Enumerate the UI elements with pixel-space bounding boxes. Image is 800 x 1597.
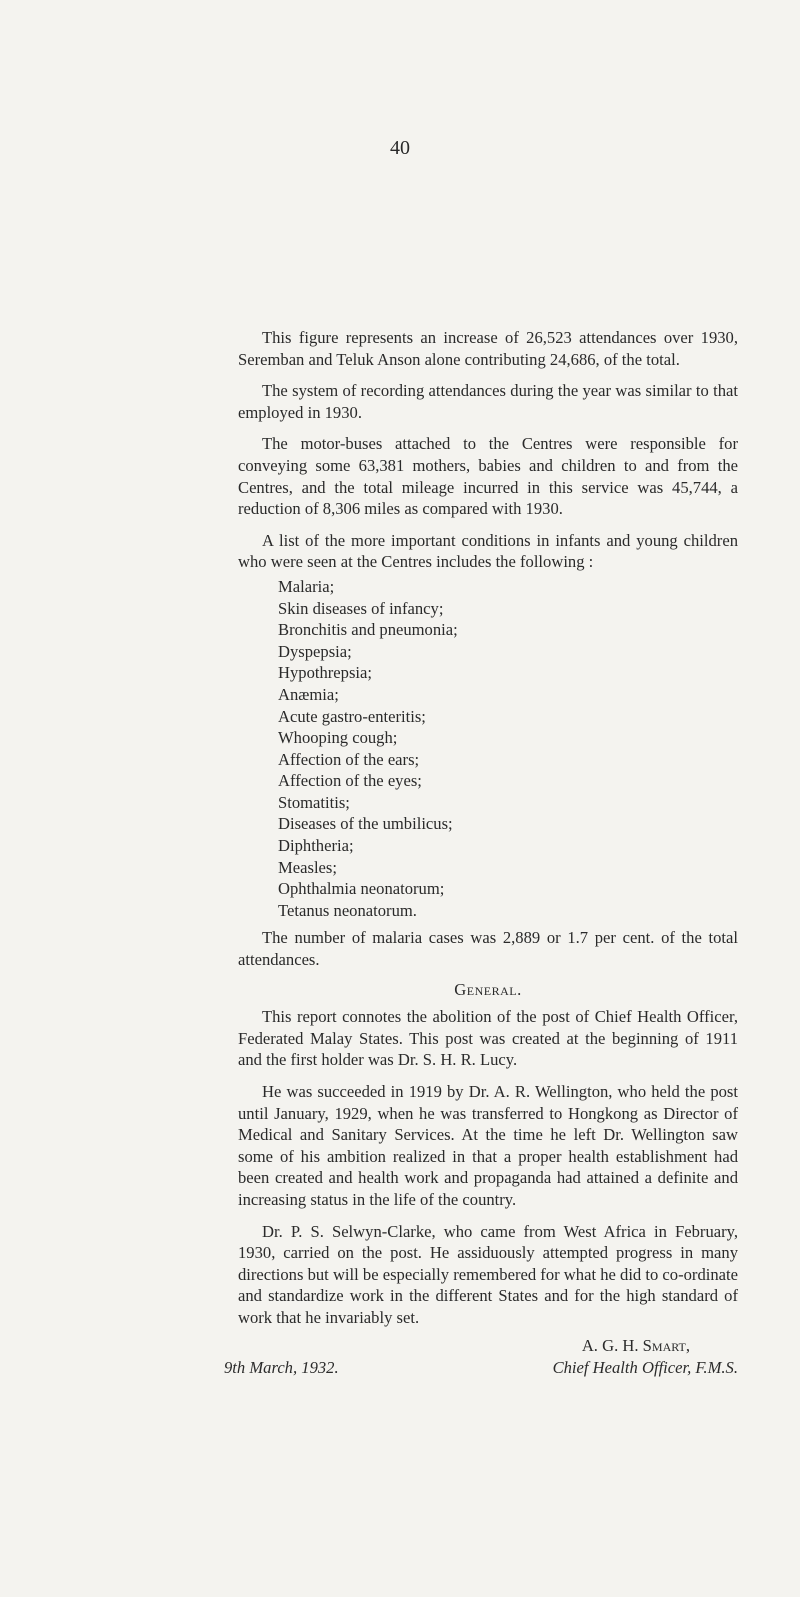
paragraph-selwyn-clarke: Dr. P. S. Selwyn-Clarke, who came from West Africa in February, 1930, carried on the post. He assiduously attempted progress in many directions but will be especially remembered for what he did to co-ordinate and standardize work in the different States and for the high standard of work that he invariably set. [238, 1221, 738, 1327]
list-item: Ophthalmia neonatorum; [278, 879, 445, 899]
paragraph-attendance-increase: This figure represents an increase of 26,523 attendances over 1930, Seremban and Teluk Anson alone contributing 24,686, of the total. [238, 328, 738, 369]
list-item: Stomatitis; [278, 792, 350, 812]
document-body [224, 327, 738, 1383]
list-item: Whooping cough; [278, 728, 398, 748]
signature-block [224, 1335, 738, 1383]
list-item: Diseases of the umbilicus; [278, 814, 453, 834]
section-heading-general: General. [454, 979, 522, 999]
paragraph-abolition: This report connotes the abolition of the post of Chief Health Officer, Federated Malay States. This post was created at the beginning of 1911 and the first holder was Dr. S. H. R. Lucy. [238, 1007, 738, 1070]
signatory-title: Chief Health Officer, F.M.S. [552, 1357, 738, 1377]
list-item: Affection of the ears; [278, 749, 420, 769]
list-item: Diphtheria; [278, 836, 354, 856]
list-item: Hypothrepsia; [278, 663, 373, 683]
paragraph-wellington: He was succeeded in 1919 by Dr. A. R. Wellington, who held the post until January, 1929, when he was transferred to Hongkong as Director of Medical and Sanitary Services. At the time he left Dr. Wellington saw some of his ambition realized in that a proper health establishment had been created and health work and propaganda had attained a definite and increasing status in the life of the country. [238, 1082, 738, 1209]
list-item: Tetanus neonatorum. [278, 900, 417, 920]
paragraph-recording-system: The system of recording attendances during the year was similar to that employed in 1930. [238, 381, 738, 422]
list-item: Affection of the eyes; [278, 771, 422, 791]
paragraph-conditions-intro: A list of the more important conditions in infants and young children who were seen at the Centres includes the following : [238, 530, 738, 572]
list-item: Dyspepsia; [278, 641, 352, 661]
list-item: Malaria; [278, 576, 335, 596]
paragraph-motor-buses: The motor-buses attached to the Centres were responsible for conveying some 63,381 mothers, babies and children to and from the Centres, and the total mileage incurred in this service was 45,744, a reduction of 8,306 miles as compared with 1930. [238, 434, 738, 519]
signature-date: 9th March, 1932. [224, 1357, 339, 1377]
page-number: 40 [390, 137, 410, 159]
paragraph-malaria-cases: The number of malaria cases was 2,889 or 1.7 per cent. of the total attendances. [238, 928, 738, 970]
list-item: Anæmia; [278, 684, 339, 704]
conditions-list [238, 576, 738, 922]
list-item: Acute gastro-enteritis; [278, 706, 426, 726]
signatory-name: A. G. H. Smart, [581, 1335, 690, 1355]
list-item: Measles; [278, 857, 337, 877]
list-item: Bronchitis and pneumonia; [278, 620, 458, 640]
list-item: Skin diseases of infancy; [278, 598, 444, 618]
